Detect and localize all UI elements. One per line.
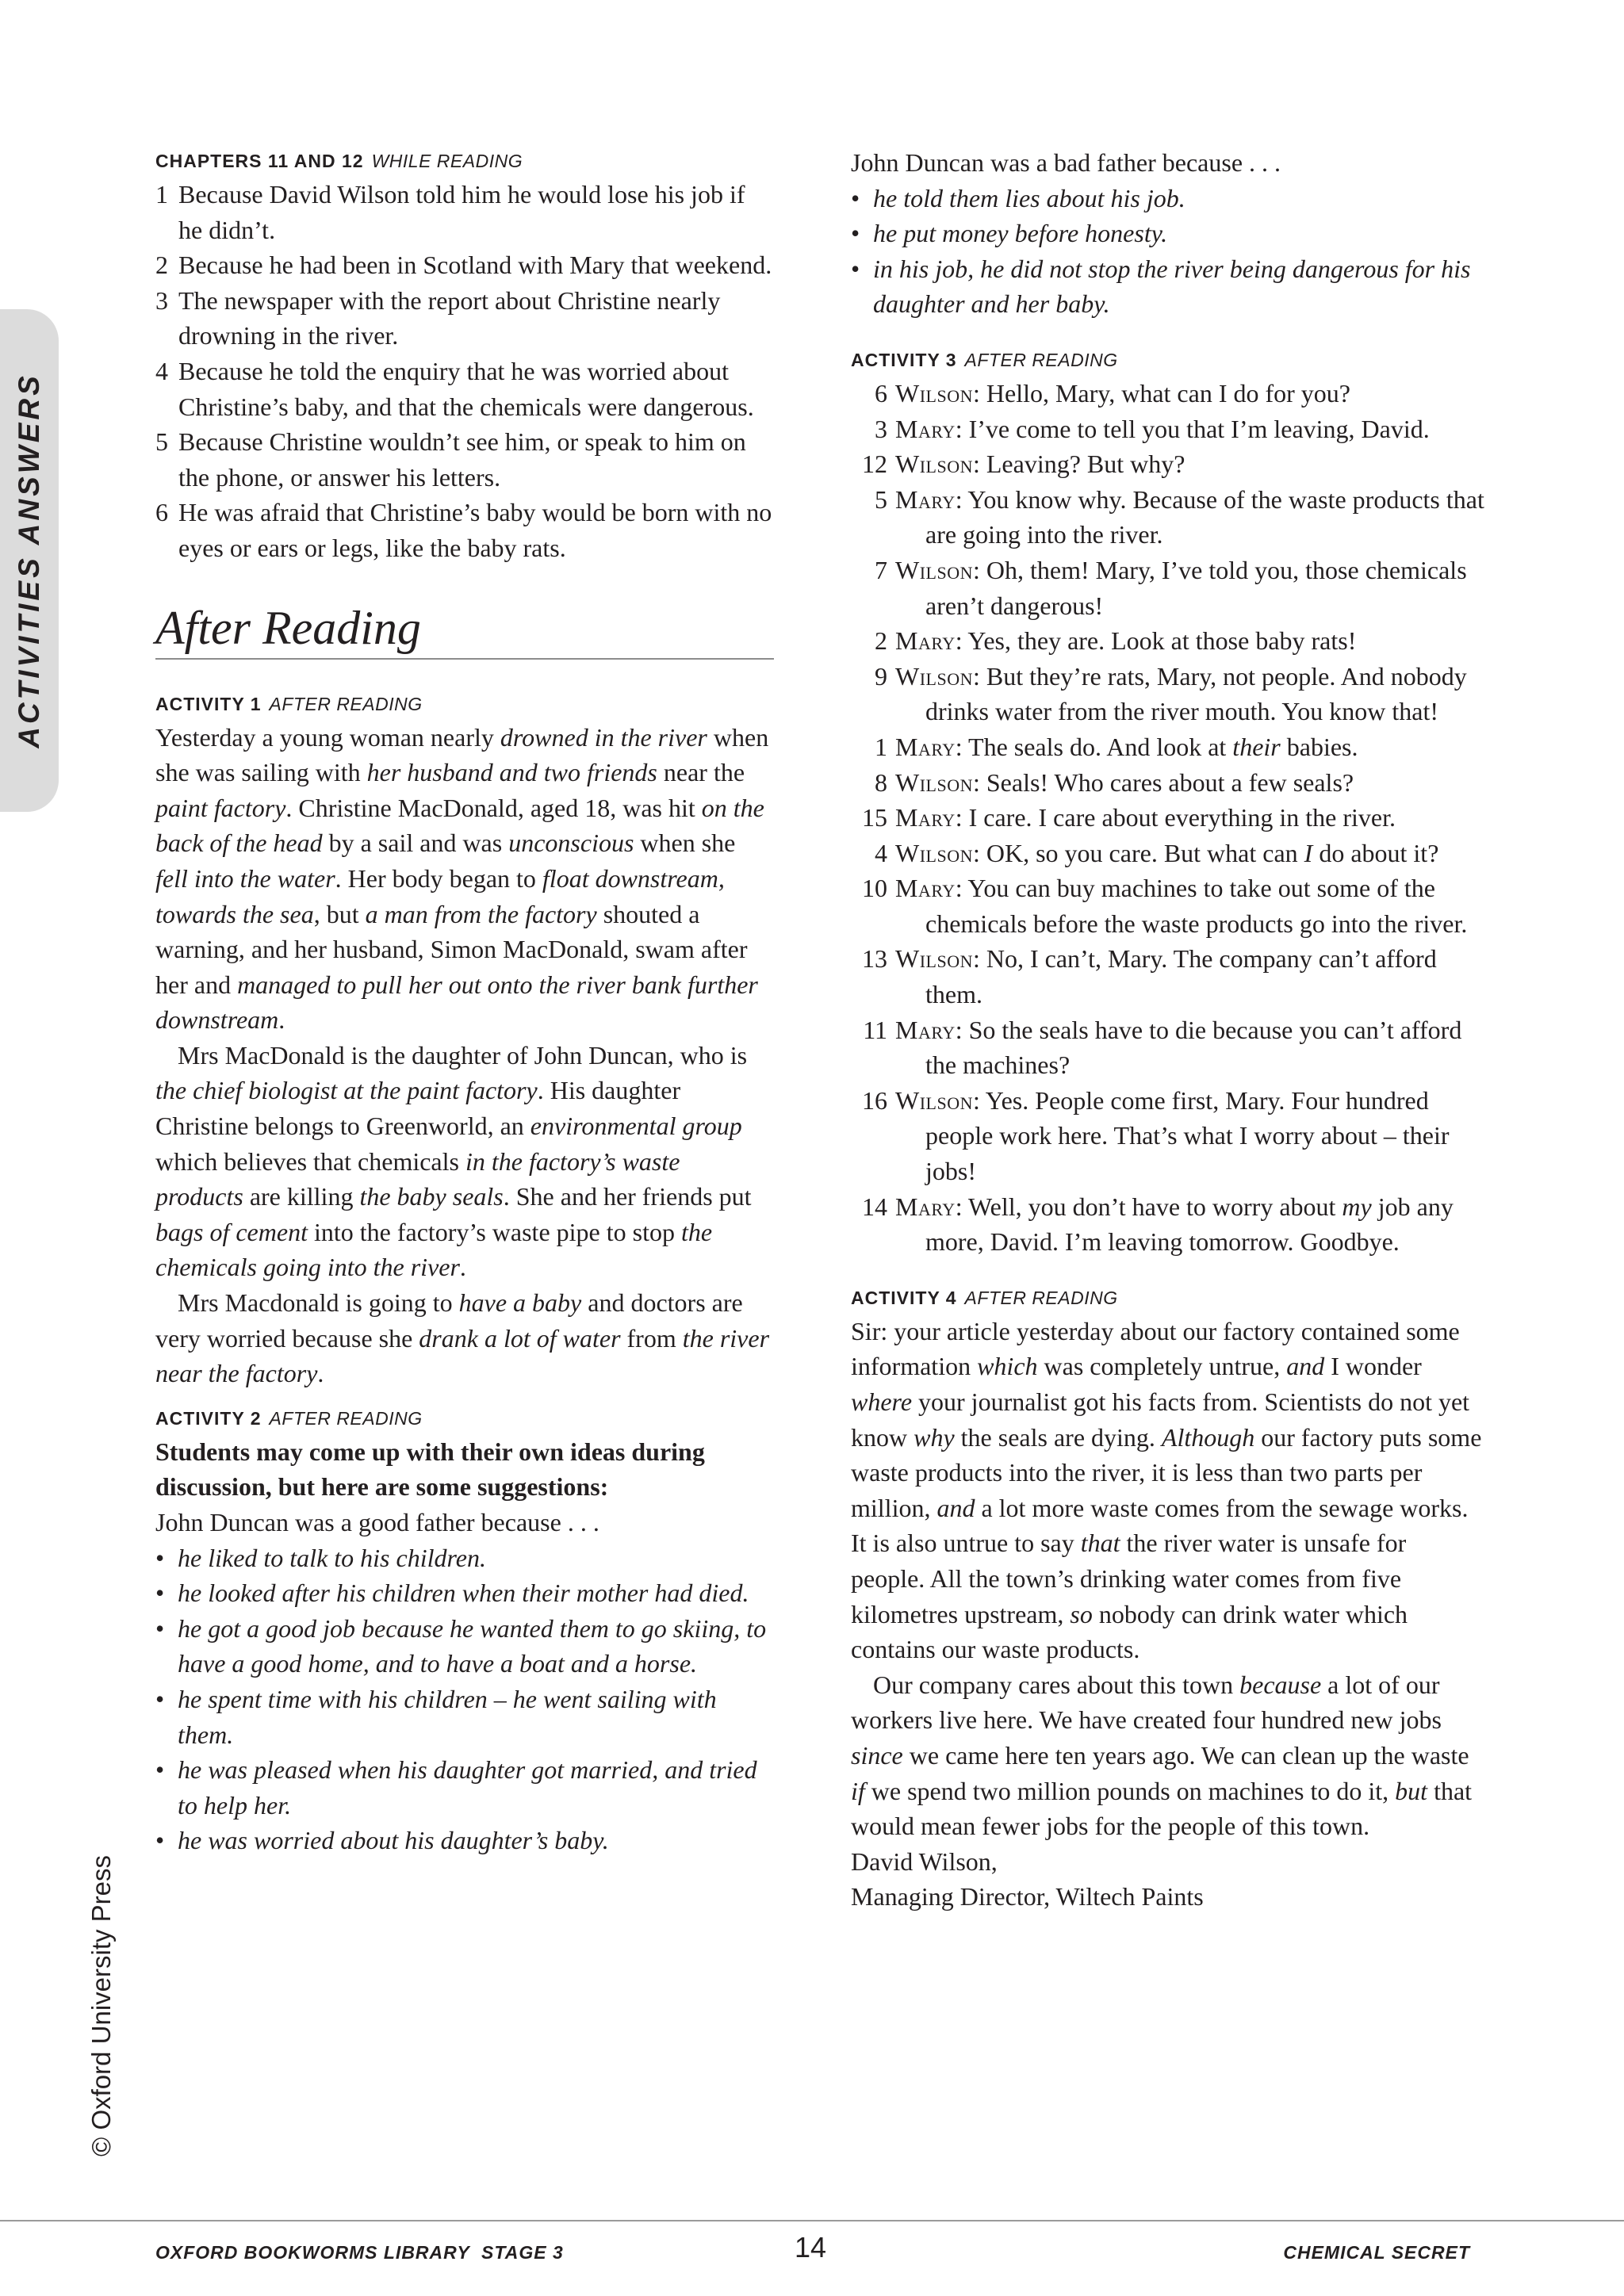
page-number: 14 bbox=[794, 2231, 827, 2263]
answer-item: 3 The newspaper with the report about Christine nearly drowning in the river. bbox=[155, 285, 721, 350]
footer-rule bbox=[0, 2220, 1624, 2221]
speaker-name: Mary bbox=[895, 1192, 956, 1221]
footer-book-title: CHEMICAL SECRET bbox=[1283, 2242, 1470, 2263]
speaker-name: Wilson bbox=[895, 450, 973, 479]
bullet-item: • he told them lies about his job. bbox=[851, 183, 1185, 212]
speaker-name: Wilson bbox=[895, 1085, 973, 1115]
speaker-name: Mary bbox=[895, 626, 956, 656]
dialogue-line: 4 Wilson: OK, so you care. But what can I do about it? bbox=[875, 838, 1439, 867]
dialogue-line: 8 Wilson: Seals! Who cares about a few seals? bbox=[875, 767, 1354, 797]
bullet-item: • he put money before honesty. bbox=[851, 219, 1168, 248]
answer-item: 6 He was afraid that Christine’s baby would be born with no eyes or ears or legs, like the baby rats. bbox=[155, 498, 772, 562]
dialogue-line: 1 Mary: The seals do. And look at their babies. bbox=[875, 732, 1358, 761]
letter-paragraph: Sir: your article yesterday about our factory contained some information which was completely untrue, and I wonder where your journalist got his facts from. Scientists do not yet know why the seals are dying. Although our factory puts some waste products into the river, it is less than two parts per million, and a lot more waste comes from the sewage works. It is also untrue to say that the river water is unsafe for people. All the town’s drinking water comes from five kilometres upstream, so nobody can drink water which contains our waste products. bbox=[851, 1316, 1482, 1664]
good-father-lead: John Duncan was a good father because . . . bbox=[155, 1508, 599, 1536]
bullet-item: • he got a good job because he wanted them to go skiing, to have a good home, and to have a boat and a horse. bbox=[155, 1613, 767, 1678]
activity-2-heading: ACTIVITY 2 AFTER READING bbox=[155, 1407, 423, 1429]
dialogue-line: 16 Wilson: Yes. People come first, Mary. Four hundred people work here. That’s what I worry about – their jobs! bbox=[862, 1085, 1450, 1186]
bad-father-list bbox=[851, 181, 1485, 322]
right-column bbox=[851, 145, 1485, 1915]
bullet-item: • he spent time with his children – he went sailing with them. bbox=[155, 1684, 717, 1749]
speaker-name: Wilson bbox=[895, 944, 973, 974]
speaker-name: Wilson bbox=[895, 767, 973, 797]
good-father-list bbox=[155, 1540, 774, 1858]
left-column bbox=[155, 145, 774, 1858]
speaker-name: Wilson bbox=[895, 555, 973, 584]
answer-item: 2 Because he had been in Scotland with Mary that weekend. bbox=[155, 251, 772, 280]
dialogue-line: 7 Wilson: Oh, them! Mary, I’ve told you, those chemicals aren’t dangerous! bbox=[875, 555, 1467, 620]
activity-2-intro: Students may come up with their own ideas during discussion, but here are some suggestions: bbox=[155, 1437, 705, 1502]
after-reading-title: After Reading bbox=[155, 599, 774, 660]
dialogue-line: 3 Mary: I’ve come to tell you that I’m leaving, David. bbox=[875, 414, 1430, 443]
signature-name: David Wilson, bbox=[851, 1846, 998, 1876]
bullet-item: • he looked after his children when their mother had died. bbox=[155, 1578, 749, 1608]
speaker-name: Wilson bbox=[895, 838, 973, 867]
dialogue-line: 15 Mary: I care. I care about everything in the river. bbox=[862, 803, 1396, 832]
signature-title: Managing Director, Wiltech Paints bbox=[851, 1882, 1204, 1911]
speaker-name: Mary bbox=[895, 484, 956, 514]
dialogue-line: 5 Mary: You know why. Because of the waste products that are going into the river. bbox=[875, 484, 1484, 549]
activity-4-heading: ACTIVITY 4 AFTER READING bbox=[851, 1287, 1118, 1308]
dialogue-line: 10 Mary: You can buy machines to take out some of the chemicals before the waste products go into the river. bbox=[862, 874, 1468, 938]
while-reading-answers bbox=[155, 177, 774, 566]
dialogue-line: 6 Wilson: Hello, Mary, what can I do for you? bbox=[875, 378, 1350, 408]
speaker-name: Mary bbox=[895, 1015, 956, 1044]
dialogue-line: 11 Mary: So the seals have to die because you can’t afford the machines? bbox=[863, 1015, 1462, 1080]
speaker-name: Mary bbox=[895, 414, 956, 443]
answer-item: 1 Because David Wilson told him he would lose his job if he didn’t. bbox=[155, 180, 745, 244]
answer-item: 5 Because Christine wouldn’t see him, or speak to him on the phone, or answer his letters. bbox=[155, 427, 746, 492]
bullet-item: • he was worried about his daughter’s baby. bbox=[155, 1826, 609, 1855]
copyright-notice: © Oxford University Press bbox=[86, 1854, 116, 2157]
speaker-name: Mary bbox=[895, 803, 956, 832]
activity-3-heading: ACTIVITY 3 AFTER READING bbox=[851, 349, 1118, 370]
bad-father-lead: John Duncan was a bad father because . . . bbox=[851, 148, 1281, 177]
dialogue-line: 2 Mary: Yes, they are. Look at those baby rats! bbox=[875, 626, 1357, 656]
bullet-item: • he was pleased when his daughter got married, and tried to help her. bbox=[155, 1755, 757, 1820]
section-tab-label: ACTIVITIES ANSWERS bbox=[13, 373, 45, 748]
activity-1-paragraph: Yesterday a young woman nearly drowned in the river when she was sailing with her husband and two friends near the paint factory. Christine MacDonald, aged 18, was hit on the back of the head by a sail and was unconscious when she fell into the water. Her body began to float downstream, towards the sea, but a man from the factory shouted a warning, and her husband, Simon MacDonald, swam after her and managed to pull her out onto the river bank further downstream. bbox=[155, 722, 769, 1035]
speaker-name: Mary bbox=[895, 874, 956, 903]
dialogue-line: 9 Wilson: But they’re rats, Mary, not people. And nobody drinks water from the river mouth. You know that! bbox=[875, 661, 1467, 726]
speaker-name: Wilson bbox=[895, 378, 973, 408]
bullet-item: • in his job, he did not stop the river being dangerous for his daughter and her baby. bbox=[851, 254, 1471, 319]
activity-1-paragraph: Mrs MacDonald is the daughter of John Duncan, who is the chief biologist at the paint factory. His daughter Christine belongs to Greenworld, an environmental group which believes that chemicals in the factory’s waste products are killing the baby seals. She and her friends put bags of cement into the factory’s waste pipe to stop the chemicals going into the river. bbox=[155, 1040, 752, 1282]
footer-series: OXFORD BOOKWORMS LIBRARY STAGE 3 bbox=[155, 2242, 564, 2263]
dialogue-line: 12 Wilson: Leaving? But why? bbox=[862, 450, 1185, 479]
letter-paragraph: Our company cares about this town because a lot of our workers live here. We have created four hundred new jobs since we came here ten years ago. We can clean up the waste if we spend two million pounds on machines to do it, but that would mean fewer jobs for the people of this town. bbox=[851, 1670, 1473, 1841]
speaker-name: Wilson bbox=[895, 661, 973, 691]
answer-item: 4 Because he told the enquiry that he was worried about Christine’s baby, and that the chemicals were dangerous. bbox=[155, 356, 754, 421]
speaker-name: Mary bbox=[895, 732, 956, 761]
while-reading-heading: CHAPTERS 11 AND 12 WHILE READING bbox=[155, 151, 523, 171]
activity-1-paragraph: Mrs Macdonald is going to have a baby and doctors are very worried because she drank a lot of water from the river near the factory. bbox=[155, 1288, 770, 1388]
activity-1-heading: ACTIVITY 1 AFTER READING bbox=[155, 693, 423, 714]
dialogue-line: 13 Wilson: No, I can’t, Mary. The company can’t afford them. bbox=[862, 944, 1437, 1009]
activity-3-dialogue bbox=[851, 376, 1485, 1260]
bullet-item: • he liked to talk to his children. bbox=[155, 1543, 486, 1572]
dialogue-line: 14 Mary: Well, you don’t have to worry about my job any more, David. I’m leaving tomorrow. Goodbye. bbox=[862, 1192, 1454, 1257]
